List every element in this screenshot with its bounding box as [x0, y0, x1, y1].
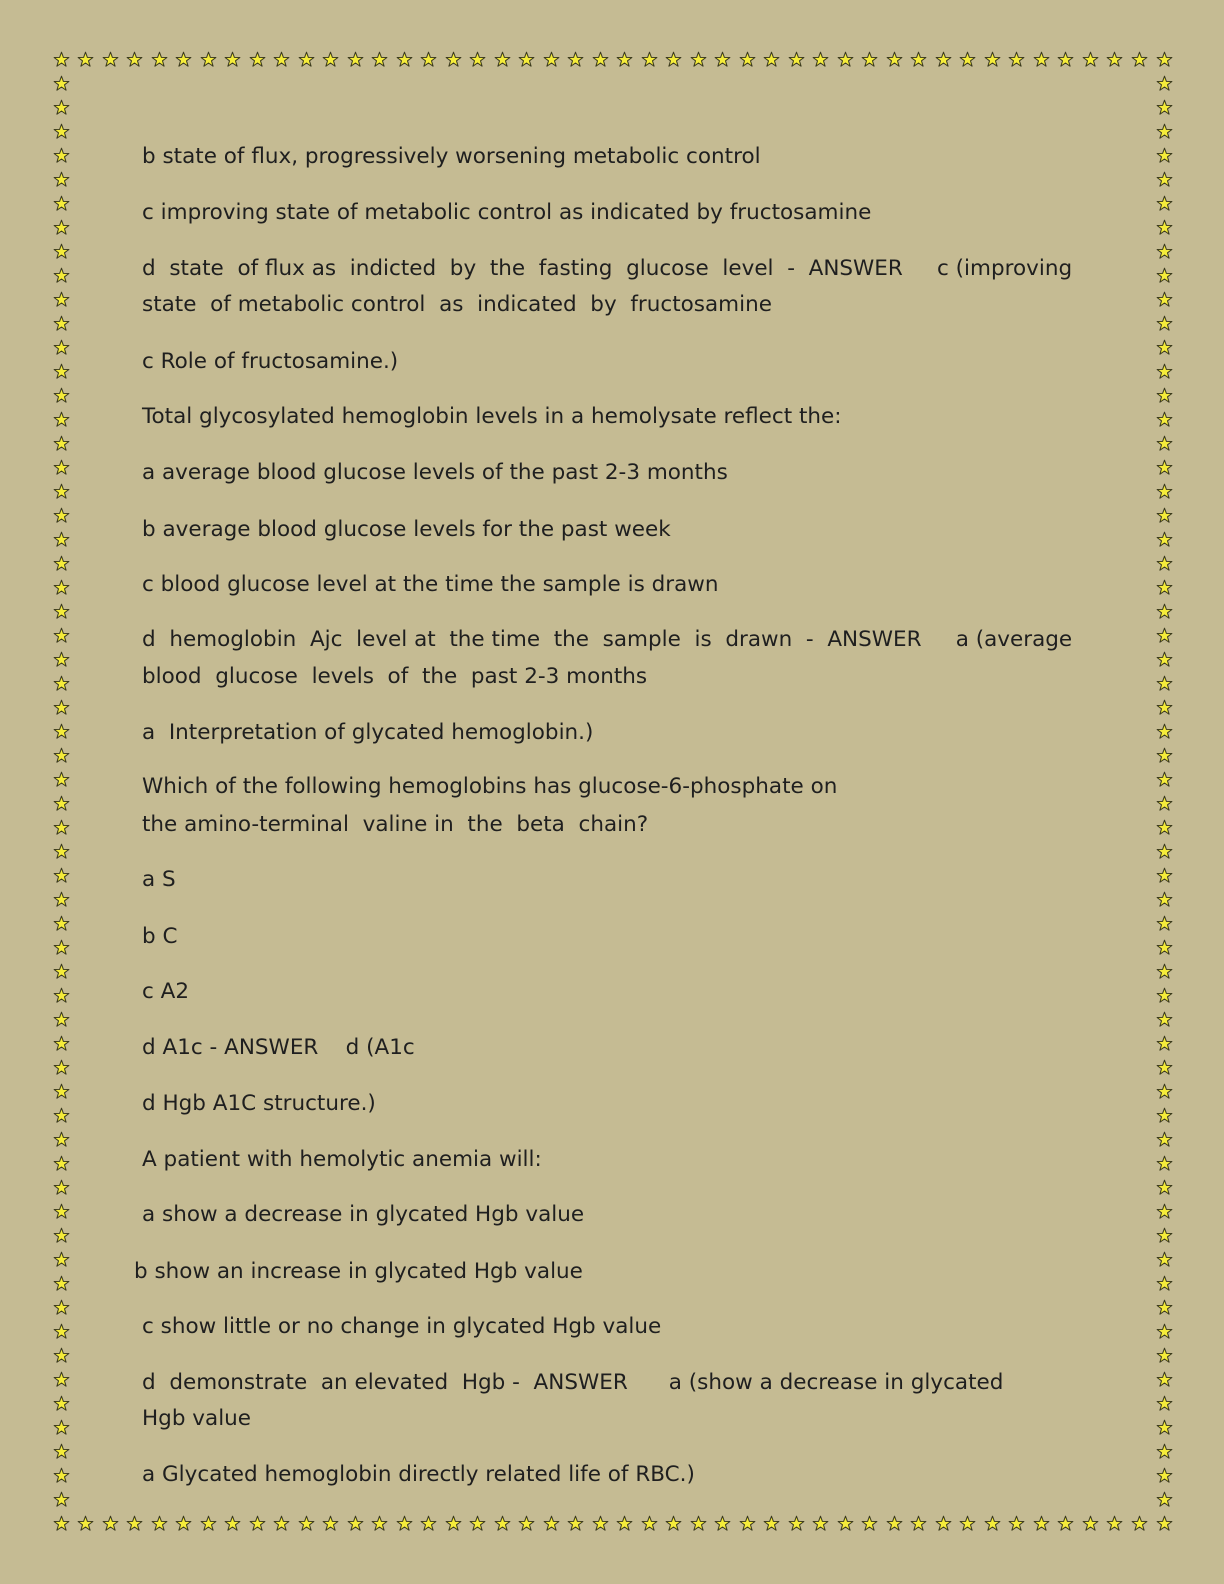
text-line: Which of the following hemoglobins has glucose-6-phosphate on	[142, 774, 838, 799]
text-line: blood glucose levels of the past 2-3 months	[142, 664, 648, 689]
text-line: a S	[142, 867, 176, 892]
text-line: the amino-terminal valine in the beta chain?	[142, 812, 649, 837]
text-line: a show a decrease in glycated Hgb value	[142, 1202, 585, 1227]
text-line: d A1c - ANSWER d (A1c	[142, 1035, 415, 1060]
text-line: A patient with hemolytic anemia will:	[142, 1147, 542, 1172]
text-line: Total glycosylated hemoglobin levels in a hemolysate reflect the:	[142, 404, 842, 429]
text-line: a Interpretation of glycated hemoglobin.)	[142, 720, 594, 745]
text-line: b C	[142, 924, 178, 949]
text-line: b average blood glucose levels for the past week	[142, 517, 671, 542]
text-line: b state of flux, progressively worsening metabolic control	[142, 144, 761, 169]
text-line: d state of flux as indicted by the fasting glucose level - ANSWER c (improving	[142, 256, 1073, 281]
text-line: c show little or no change in glycated Hgb value	[142, 1314, 662, 1339]
text-line: d demonstrate an elevated Hgb - ANSWER a (show a decrease in glycated	[142, 1370, 1004, 1395]
text-line: d hemoglobin Ajc level at the time the sample is drawn - ANSWER a (average	[142, 627, 1073, 652]
text-line: Hgb value	[142, 1406, 252, 1431]
text-line: a Glycated hemoglobin directly related life of RBC.)	[142, 1462, 695, 1487]
text-line: c Role of fructosamine.)	[142, 349, 399, 374]
text-line: c improving state of metabolic control as indicated by fructosamine	[142, 200, 872, 225]
text-line: state of metabolic control as indicated by fructosamine	[142, 292, 772, 317]
text-line: c blood glucose level at the time the sample is drawn	[142, 572, 719, 597]
text-line: a average blood glucose levels of the past 2-3 months	[142, 460, 728, 485]
text-line: c A2	[142, 979, 190, 1004]
text-line: b show an increase in glycated Hgb value	[134, 1259, 583, 1284]
text-line: d Hgb A1C structure.)	[142, 1091, 376, 1116]
